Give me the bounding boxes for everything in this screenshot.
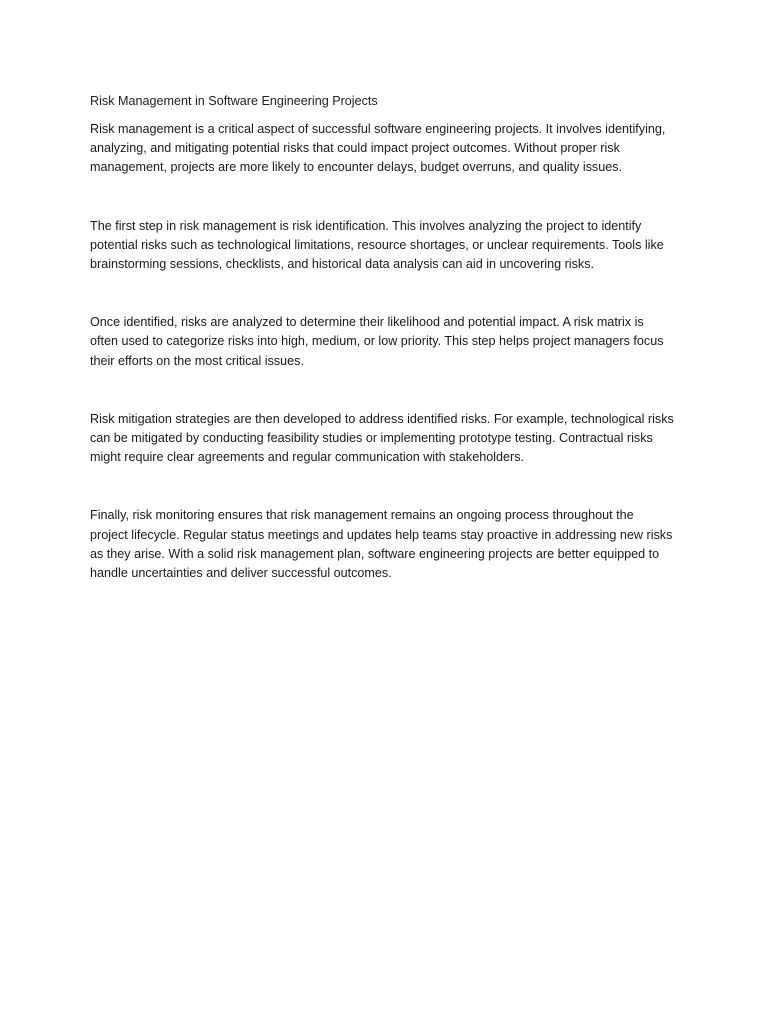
document-body [90, 92, 682, 622]
document-title: Risk Management in Software Engineering Projects [90, 94, 378, 108]
paragraph-line: analyzing, and mitigating potential risks that could impact project outcomes. Without proper risk [90, 141, 620, 156]
paragraph-line: Risk mitigation strategies are then developed to address identified risks. For example, technological risks [90, 411, 674, 426]
paragraph-analysis [90, 313, 682, 371]
paragraph-line: Once identified, risks are analyzed to determine their likelihood and potential impact. A risk matrix is [90, 315, 644, 330]
paragraph-line: as they arise. With a solid risk management plan, software engineering projects are better equipped to [90, 546, 660, 561]
paragraph-line: can be mitigated by conducting feasibility studies or implementing prototype testing. Contractual risks [90, 431, 653, 446]
paragraph-intro [90, 120, 682, 178]
paragraph-mitigation [90, 410, 682, 468]
paragraph-line: The first step in risk management is risk identification. This involves analyzing the project to identify [90, 218, 642, 233]
paragraph-line: Risk management is a critical aspect of successful software engineering projects. It involves identifying, [90, 122, 666, 136]
paragraph-line: project lifecycle. Regular status meetings and updates help teams stay proactive in addressing new risks [90, 527, 673, 542]
paragraph-identification [90, 217, 682, 275]
paragraph-line: Finally, risk monitoring ensures that risk management remains an ongoing process throughout the [90, 508, 634, 523]
paragraph-line: potential risks such as technological limitations, resource shortages, or unclear requirements. Tools like [90, 237, 664, 252]
paragraph-line: handle uncertainties and deliver successful outcomes. [90, 566, 392, 581]
paragraph-line: their efforts on the most critical issues. [90, 353, 304, 368]
paragraph-line: might require clear agreements and regular communication with stakeholders. [90, 450, 524, 465]
paragraph-line: management, projects are more likely to encounter delays, budget overruns, and quality issues. [90, 160, 623, 175]
paragraph-line: brainstorming sessions, checklists, and historical data analysis can aid in uncovering risks. [90, 257, 594, 272]
paragraph-monitoring [90, 506, 682, 583]
paragraph-line: often used to categorize risks into high, medium, or low priority. This step helps project managers focus [90, 334, 664, 349]
